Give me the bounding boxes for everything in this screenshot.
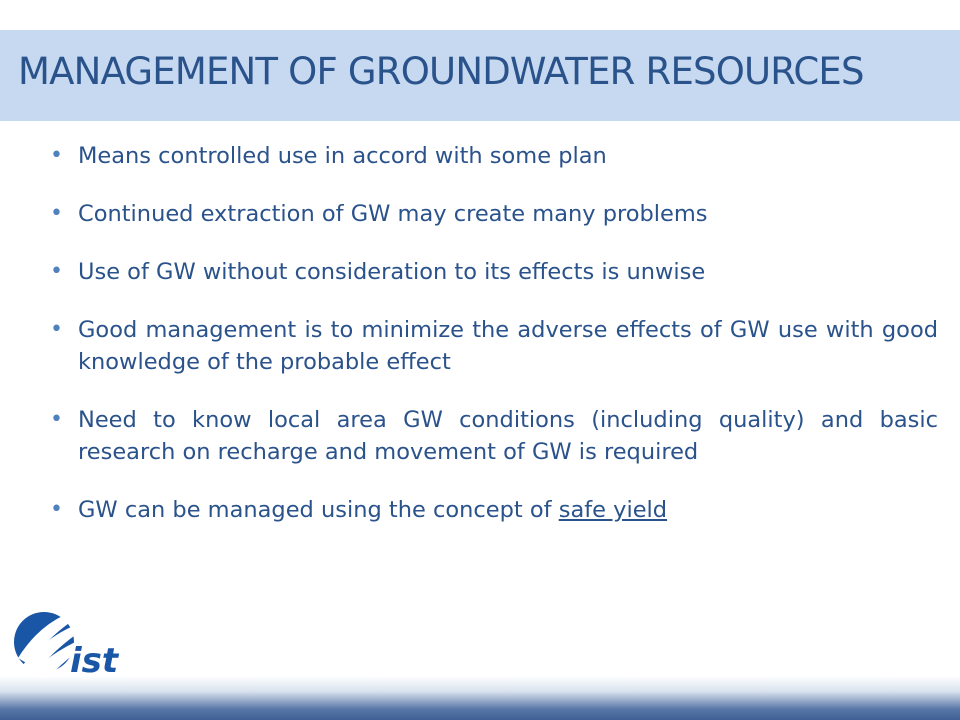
bullet-item <box>50 404 938 468</box>
bullet-item <box>50 314 938 378</box>
bullet-text-prefix: GW can be managed using the concept of <box>78 497 559 523</box>
bullet-text: Means controlled use in accord with some plan <box>78 143 607 169</box>
safe-yield-term: safe yield <box>558 497 668 523</box>
bullet-marker: • <box>50 201 63 226</box>
bullet-marker: • <box>50 497 63 522</box>
bullet-text: Need to know local area GW conditions (including quality) and basic research on recharge and movement of GW is required <box>78 407 938 465</box>
bullet-marker: • <box>50 317 63 342</box>
bullet-marker: • <box>50 407 63 432</box>
bullet-text: Continued extraction of GW may create many problems <box>78 201 708 227</box>
bullet-text: Good management is to minimize the adverse effects of GW use with good knowledge of the probable effect <box>78 317 938 375</box>
bullet-text: Use of GW without consideration to its effects is unwise <box>78 259 706 285</box>
slide-title: MANAGEMENT OF GROUNDWATER RESOURCES <box>18 50 864 93</box>
bullet-marker: • <box>50 143 63 168</box>
bullet-item <box>50 256 938 288</box>
bullet-item <box>50 198 938 230</box>
bullet-item <box>50 140 938 172</box>
bullet-marker: • <box>50 259 63 284</box>
logo-text: ist <box>70 641 119 681</box>
bullet-item <box>50 494 938 526</box>
bullet-list <box>50 140 938 552</box>
globe-swoosh-logo-icon <box>8 600 148 685</box>
